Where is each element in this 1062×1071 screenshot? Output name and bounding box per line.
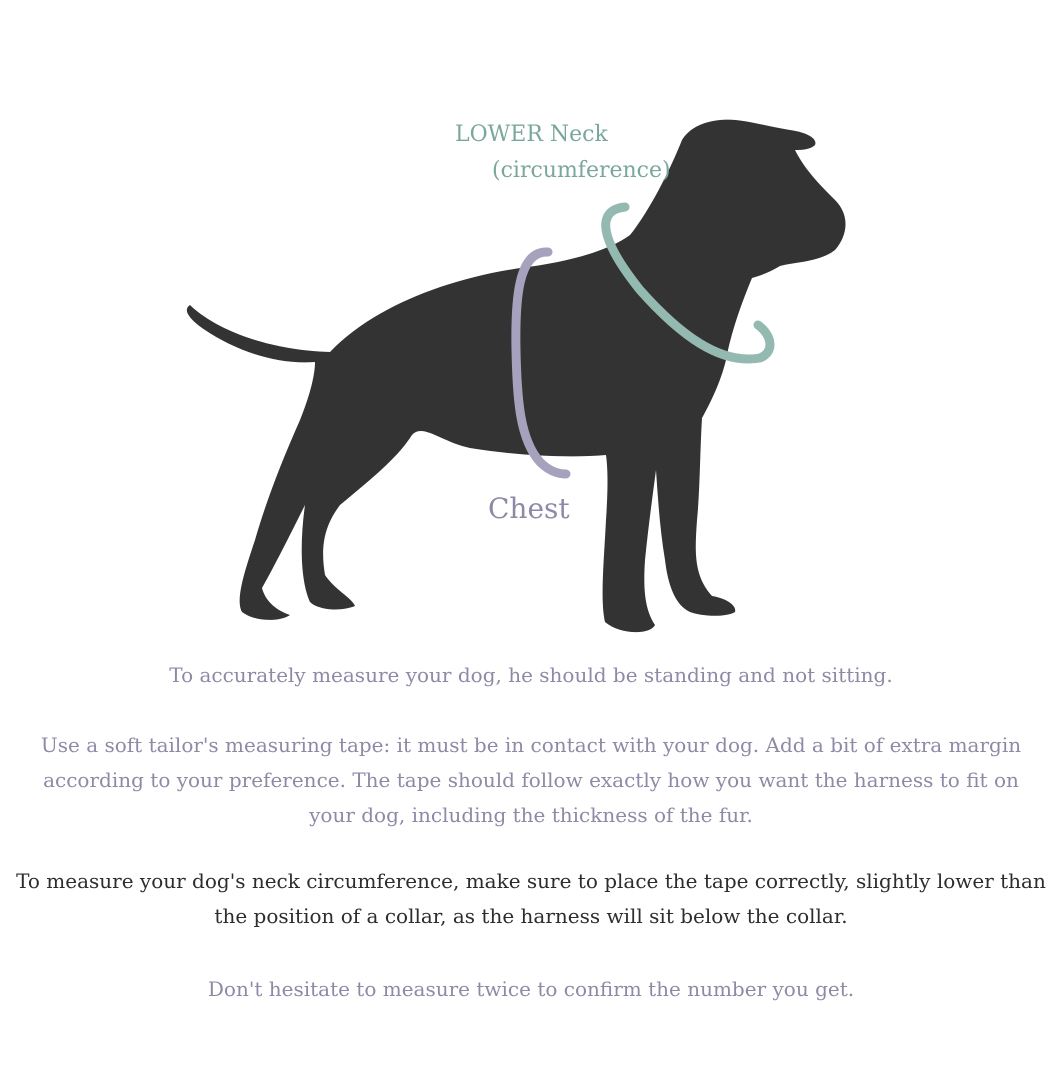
instruction-tape-line-3: your dog, including the thickness of the fur. [309, 803, 753, 827]
instruction-standing-text: To accurately measure your dog, he should be standing and not sitting. [169, 663, 893, 687]
instruction-measure-twice-text: Don't hesitate to measure twice to confirm the number you get. [207, 977, 855, 1001]
instruction-neck-line-1: To measure your dog's neck circumference, make sure to place the tape correctly, slightly lower than [16, 869, 1046, 893]
instruction-tape-line-1: Use a soft tailor's measuring tape: it must be in contact with your dog. Add a bit of extra margin [40, 733, 1022, 757]
instruction-tape [0, 728, 1062, 833]
neck-label-title: LOWER Neck [455, 122, 608, 147]
instruction-neck-line-2: the position of a collar, as the harness will sit below the collar. [214, 904, 848, 928]
neck-label-subtitle: (circumference) [492, 158, 671, 183]
instruction-measure-twice [0, 972, 1062, 1007]
instruction-standing [0, 658, 1062, 693]
chest-label: Chest [488, 492, 570, 525]
instruction-neck [0, 864, 1062, 934]
instruction-tape-line-2: according to your preference. The tape should follow exactly how you want the harness to fit on [43, 768, 1019, 792]
